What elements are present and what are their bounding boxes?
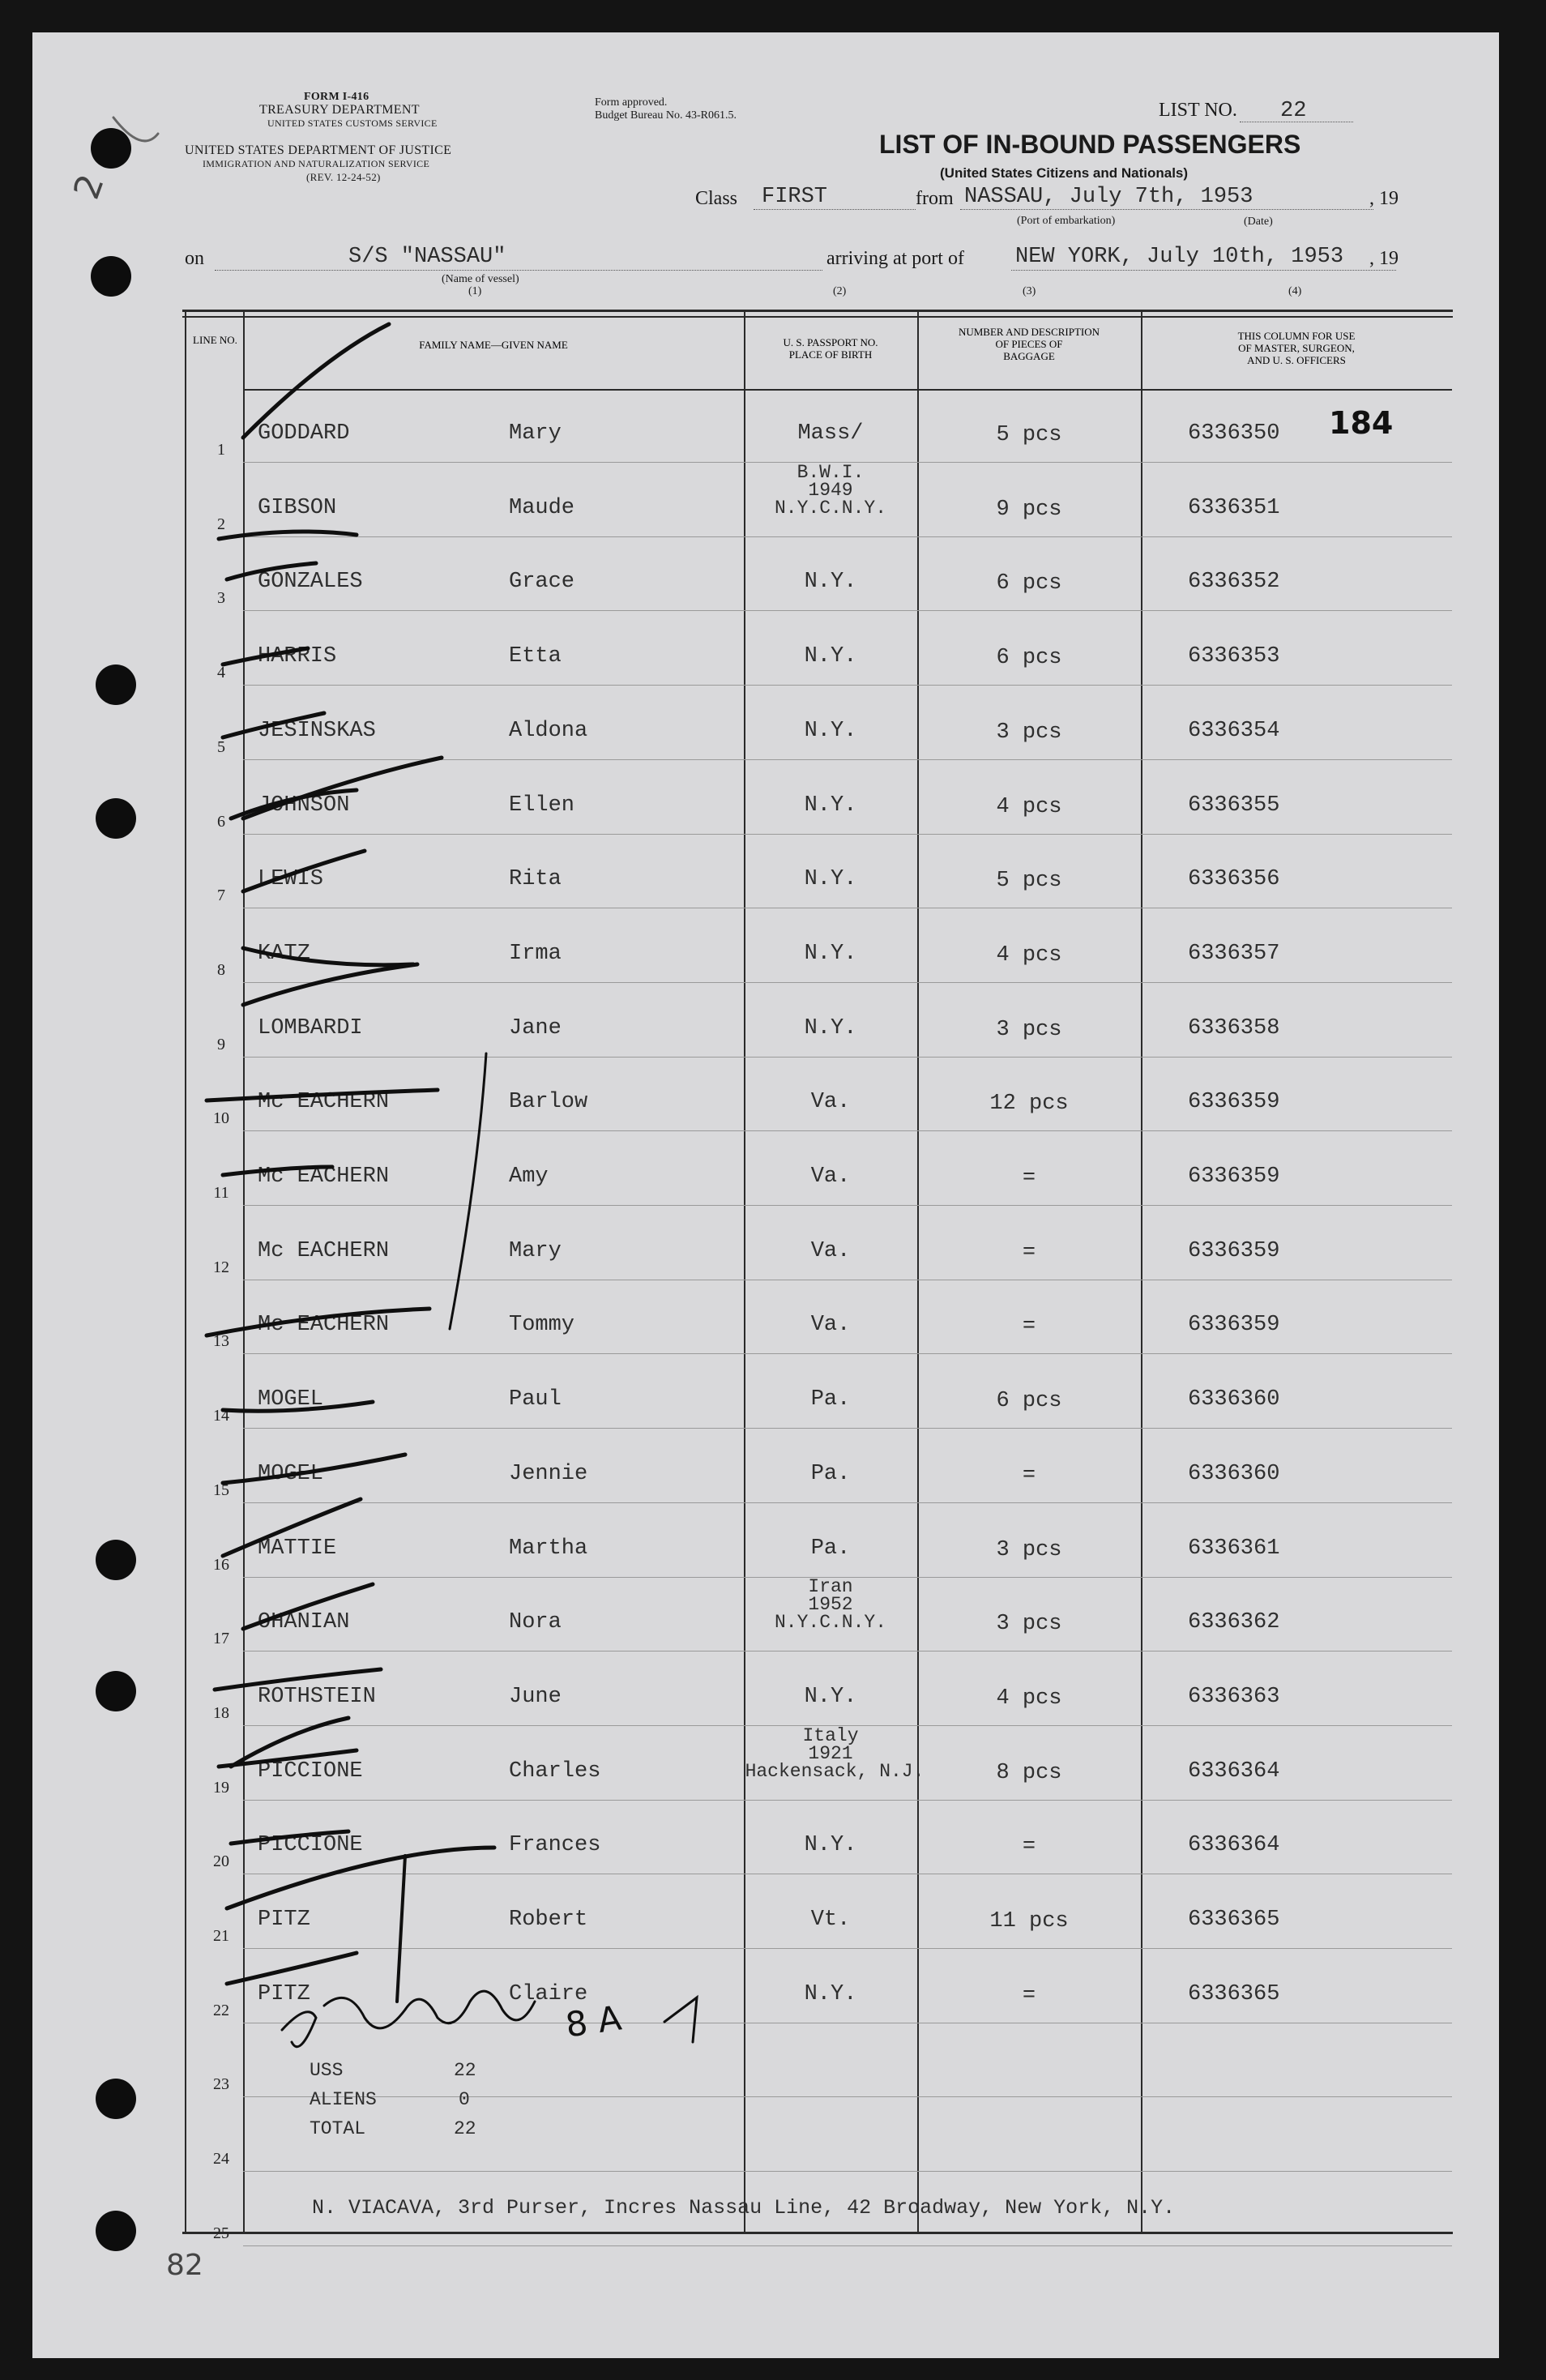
treasury-label: TREASURY DEPARTMENT [259,103,420,117]
totals-aliens-value: 0 [459,2089,470,2110]
given-name: Robert [509,1908,588,1932]
binding-hole [96,664,136,705]
line-number: 14 [213,1407,229,1425]
line-number: 9 [217,1035,225,1053]
manifest-page [32,32,1499,2358]
arriving-label: arriving at port of [826,248,964,269]
place-of-birth: Va. [810,1090,851,1115]
place-of-birth: B.W.I. [796,461,865,483]
col-officer-1: THIS COLUMN FOR USE [1237,330,1356,342]
col-name: FAMILY NAME—GIVEN NAME [419,339,568,351]
given-name: Irma [509,941,562,966]
row-rule [243,2096,1452,2097]
place-of-birth: Italy [802,1724,859,1746]
place-of-birth: N.Y. [804,941,857,966]
officer-code: 6336364 [1188,1758,1280,1784]
baggage: 8 pcs [996,1760,1062,1785]
form-approved: Form approved. [595,96,668,109]
given-name: Paul [509,1387,562,1412]
col1-caption: (1) [468,285,482,297]
baggage: 3 pcs [996,1612,1062,1637]
line-number: 16 [213,1555,229,1574]
row-rule [243,1205,1452,1206]
family-name: MOGEL [258,1461,324,1486]
place-of-birth: Va. [810,1313,851,1338]
col-line-no: LINE NO. [193,334,237,346]
place-of-birth: N.Y. [804,1684,857,1709]
given-name: Barlow [509,1090,588,1115]
officer-code: 6336360 [1188,1461,1280,1486]
place-of-birth: Pa. [810,1461,851,1486]
row-rule [243,2245,1452,2246]
row-rule [243,1353,1452,1354]
officer-code: 6336360 [1188,1387,1280,1412]
baggage: 3 pcs [996,720,1062,745]
binding-hole [91,128,131,169]
given-name: Jane [509,1015,562,1040]
given-name: Frances [509,1833,601,1858]
place-of-birth: N.Y. [804,793,857,818]
col-passport-1: U. S. PASSPORT NO. [783,336,878,348]
row-rule [243,610,1452,611]
family-name: Mc EACHERN [258,1090,390,1115]
col-baggage-1: NUMBER AND DESCRIPTION [958,326,1100,338]
col-baggage-3: BAGGAGE [1003,350,1055,362]
family-name: GONZALES [258,570,363,595]
baggage: 4 pcs [996,794,1062,819]
year-suffix: , 19 [1369,188,1399,209]
purser-line: N. VIACAVA, 3rd Purser, Incres Nassau Line, 42 Broadway, New York, N.Y. [312,2196,1176,2220]
family-name: PITZ [258,1981,310,2006]
ins-label: IMMIGRATION AND NATURALIZATION SERVICE [203,158,430,169]
place-of-birth: N.Y. [804,718,857,743]
place-of-birth: Pa. [810,1387,851,1412]
from-label: from [916,188,954,209]
row-rule [243,759,1452,760]
customs-label: UNITED STATES CUSTOMS SERVICE [267,118,438,129]
family-name: OHANIAN [258,1610,350,1635]
line-number: 10 [213,1109,229,1128]
family-name: PICCIONE [258,1758,363,1784]
officer-code: 6336353 [1188,644,1280,669]
totals-total-label: TOTAL [310,2118,366,2139]
col3-caption: (3) [1023,285,1036,297]
line-number: 21 [213,1927,229,1945]
officer-code: 6336354 [1188,718,1280,743]
family-name: JESINSKAS [258,718,376,743]
baggage: 4 pcs [996,942,1062,968]
given-name: Jennie [509,1461,588,1486]
date-caption: (Date) [1244,216,1273,228]
given-name: Martha [509,1536,588,1561]
baggage: 9 pcs [996,497,1062,522]
line-number: 7 [217,887,225,905]
officer-code: 6336359 [1188,1090,1280,1115]
given-name: Maude [509,495,575,520]
officer-note: 184 [1329,405,1394,441]
officer-code: 6336359 [1188,1313,1280,1338]
page-subtitle: (United States Citizens and Nationals) [940,165,1189,181]
list-no-label: LIST NO. [1159,100,1237,121]
given-name: Mary [509,421,562,446]
officer-code: 6336365 [1188,1981,1280,2006]
class-value: FIRST [762,185,828,209]
budget-bureau: Budget Bureau No. 43-R061.5. [595,109,737,122]
margin-number: 82 [166,2249,203,2282]
row-rule [243,685,1452,686]
row-rule [243,2171,1452,2172]
officer-code: 6336364 [1188,1833,1280,1858]
officer-code: 6336358 [1188,1015,1280,1040]
row-rule [243,1130,1452,1131]
birth-year: 1949 [808,479,853,501]
line-number: 2 [217,515,225,533]
place-of-birth: N.Y. [804,1981,857,2006]
totals-total-value: 22 [454,2118,476,2139]
line-number: 11 [213,1184,229,1202]
col-officer-2: OF MASTER, SURGEON, [1238,342,1355,354]
place-of-birth: N.Y. [804,1833,857,1858]
family-name: PITZ [258,1908,310,1932]
baggage: 5 pcs [996,423,1062,447]
row-rule [243,1502,1452,1503]
line-number: 13 [213,1332,229,1351]
family-name: MOGEL [258,1387,324,1412]
col-passport-2: PLACE OF BIRTH [788,348,873,361]
officer-code: 6336357 [1188,941,1280,966]
place-of-birth: Mass/ [797,421,864,446]
class-label: Class [695,188,738,209]
totals-aliens-label: ALIENS [310,2089,377,2110]
place-of-birth: Va. [810,1164,851,1189]
given-name: Grace [509,570,575,595]
line-number: 25 [213,2224,229,2242]
row-rule [243,1428,1452,1429]
naturalized-place: Hackensack, N.J. [745,1760,925,1782]
col-officer-3: AND U. S. OFFICERS [1247,354,1346,366]
given-name: Mary [509,1238,562,1263]
row-rule [243,1948,1452,1949]
given-name: Amy [509,1164,549,1189]
baggage: 5 pcs [996,869,1062,894]
given-name: Aldona [509,718,588,743]
naturalized-place: N.Y.C.N.Y. [774,497,887,519]
baggage: 11 pcs [989,1909,1069,1933]
col4-caption: (4) [1288,285,1302,297]
line-number: 18 [213,1703,229,1722]
page-title: LIST OF IN-BOUND PASSENGERS [879,130,1301,159]
given-name: Charles [509,1758,601,1784]
from-value: NASSAU, July 7th, 1953 [964,185,1253,209]
family-name: LOMBARDI [258,1015,363,1040]
line-number: 24 [213,2150,229,2168]
row-rule [243,536,1452,537]
row-rule [243,982,1452,983]
form-number: FORM I-416 [304,91,369,103]
baggage: = [1022,1314,1036,1340]
place-of-birth: Va. [810,1238,851,1263]
line-number: 5 [217,737,225,756]
place-of-birth: N.Y. [804,644,857,669]
line-number: 1 [217,441,225,459]
given-name: Etta [509,644,562,669]
line-number: 4 [217,664,225,682]
officer-code: 6336356 [1188,867,1280,892]
baggage: 6 pcs [996,1389,1062,1414]
line-number: 15 [213,1481,229,1499]
officer-code: 6336365 [1188,1908,1280,1932]
baggage: = [1022,1463,1036,1488]
family-name: GIBSON [258,495,337,520]
given-name: Rita [509,867,562,892]
baggage: 3 pcs [996,1537,1062,1562]
arriving-suffix: , 19 [1369,248,1399,269]
officer-code: 6336351 [1188,495,1280,520]
place-of-birth: N.Y. [804,1015,857,1040]
line-number: 12 [213,1258,229,1276]
line-number: 23 [213,2075,229,2094]
binding-hole [96,2211,136,2251]
binding-hole [96,2079,136,2119]
baggage: 6 pcs [996,571,1062,596]
family-name: LEWIS [258,867,324,892]
line-number: 3 [217,589,225,608]
officer-code: 6336361 [1188,1536,1280,1561]
given-name: Claire [509,1981,588,2006]
binding-hole [91,256,131,297]
binding-hole [96,798,136,839]
justice-label: UNITED STATES DEPARTMENT OF JUSTICE [185,143,452,157]
line-number: 8 [217,960,225,979]
officer-code: 6336362 [1188,1610,1280,1635]
port-embark-caption: (Port of embarkation) [1017,215,1116,227]
officer-code: 6336359 [1188,1238,1280,1263]
baggage: 4 pcs [996,1686,1062,1711]
officer-code: 6336355 [1188,793,1280,818]
col-baggage-2: OF PIECES OF [995,338,1063,350]
family-name: HARRIS [258,644,337,669]
binding-hole [96,1671,136,1711]
given-name: Tommy [509,1313,575,1338]
rev-label: (REV. 12-24-52) [306,171,381,183]
vessel-caption: (Name of vessel) [442,273,519,285]
place-of-birth: Vt. [810,1908,851,1932]
given-name: Ellen [509,793,575,818]
signature-initials: 8 A [562,1998,624,2045]
totals-uss-value: 22 [454,2060,476,2081]
place-of-birth: N.Y. [804,867,857,892]
baggage: = [1022,1166,1036,1190]
on-label: on [185,248,204,269]
place-of-birth: N.Y. [804,570,857,595]
family-name: Mc EACHERN [258,1313,390,1338]
birth-year: 1952 [808,1594,853,1616]
list-no-value: 22 [1280,99,1307,123]
family-name: Mc EACHERN [258,1164,390,1189]
officer-code: 6336350 [1188,421,1280,446]
line-number: 17 [213,1630,229,1648]
family-name: ROTHSTEIN [258,1684,376,1709]
family-name: KATZ [258,941,310,966]
line-number: 22 [213,2001,229,2019]
officer-code: 6336352 [1188,570,1280,595]
margin-number: 2 [66,169,113,205]
family-name: Mc EACHERN [258,1238,390,1263]
baggage: = [1022,1983,1036,2008]
baggage: = [1022,1835,1036,1860]
totals-uss-label: USS [310,2060,344,2081]
col2-caption: (2) [833,285,847,297]
binding-hole [96,1540,136,1580]
given-name: June [509,1684,562,1709]
row-rule [243,1057,1452,1058]
naturalized-place: N.Y.C.N.Y. [774,1612,887,1634]
family-name: MATTIE [258,1536,337,1561]
family-name: JOHNSON [258,793,350,818]
baggage: = [1022,1240,1036,1265]
baggage: 3 pcs [996,1017,1062,1042]
arriving-value: NEW YORK, July 10th, 1953 [1015,245,1344,269]
family-name: GODDARD [258,421,350,446]
baggage: 12 pcs [989,1092,1069,1117]
baggage: 6 pcs [996,646,1062,671]
place-of-birth: Pa. [810,1536,851,1561]
vessel-name: S/S "NASSAU" [348,245,506,269]
family-name: PICCIONE [258,1833,363,1858]
birth-year: 1921 [808,1742,853,1764]
place-of-birth: Iran [808,1576,853,1598]
line-number: 20 [213,1852,229,1871]
officer-code: 6336363 [1188,1684,1280,1709]
officer-code: 6336359 [1188,1164,1280,1189]
row-rule [243,1800,1452,1801]
given-name: Nora [509,1610,562,1635]
line-number: 6 [217,812,225,831]
line-number: 19 [213,1778,229,1797]
row-rule [243,834,1452,835]
